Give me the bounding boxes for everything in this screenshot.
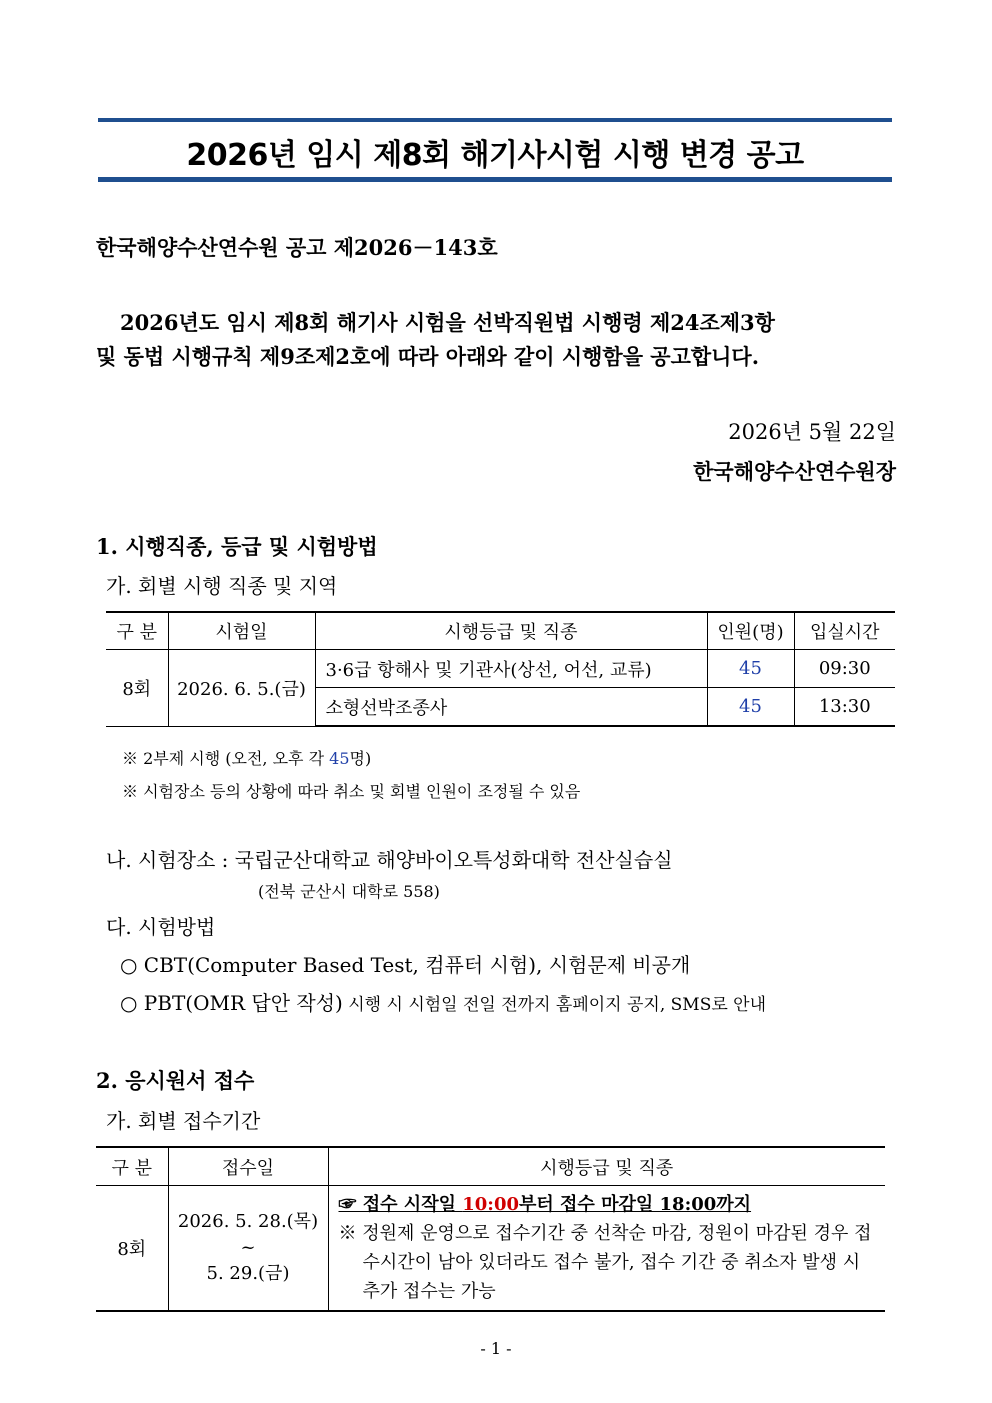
intro-line-1: 2026년도 임시 제8회 해기사 시험을 선박직원법 시행령 제24조제3항: [120, 310, 775, 335]
receipt-hours-end: 부터 접수 마감일 18:00까지: [519, 1194, 752, 1215]
method-cbt: ○ CBT(Computer Based Test, 컴퓨터 시험), 시험문제 비공개: [120, 953, 691, 977]
exam-date-cell: 2026. 6. 5.(금): [168, 650, 315, 727]
receipt-start: 2026. 5. 28.(목): [177, 1211, 319, 1232]
header-cell: 접수일: [168, 1147, 328, 1186]
table-row: [96, 1186, 885, 1312]
exam-schedule-table: [106, 611, 895, 727]
round-cell: 8회: [96, 1186, 168, 1312]
grade-cell: 3·6급 항해사 및 기관사(상선, 어선, 교류): [315, 650, 707, 688]
note-two-session-text: ※ 2부제 시행 (오전, 오후 각: [122, 749, 330, 768]
time-cell: 13:30: [794, 688, 895, 727]
note-two-session: [122, 746, 371, 769]
intro-paragraph: [96, 306, 896, 374]
exam-method-label: 다. 시험방법: [106, 915, 216, 939]
time-cell: 09:30: [794, 650, 895, 688]
round-cell: 8회: [106, 650, 168, 727]
header-cell: 시행등급 및 직종: [315, 612, 707, 650]
header-cell: 인원(명): [707, 612, 794, 650]
receipt-start-time: 10:00: [462, 1194, 519, 1215]
method-pbt-main: ○ PBT(OMR 답안 작성): [120, 991, 343, 1015]
issuer-name: 한국해양수산연수원장: [693, 459, 896, 484]
title-banner: [98, 118, 892, 182]
grade-cell: 소형선박조종사: [315, 688, 707, 727]
intro-line-2: 및 동법 시행규칙 제9조제2호에 따라 아래와 같이 시행함을 공고합니다.: [96, 344, 760, 369]
table-row: [106, 650, 895, 688]
receipt-end: 5. 29.(금): [206, 1263, 290, 1284]
method-pbt: [120, 987, 766, 1016]
title-top-rule: [98, 118, 892, 122]
page-number: - 1 -: [480, 1339, 512, 1358]
exam-address: (전북 군산시 대학로 558): [258, 882, 440, 901]
note-two-session-count: 45: [329, 749, 350, 768]
count-cell: 45: [707, 688, 794, 727]
notice-number: 한국해양수산연수원 공고 제2026－143호: [96, 235, 498, 260]
application-period-table: [96, 1146, 885, 1312]
header-cell: 시행등급 및 직종: [328, 1147, 885, 1186]
table-header-row: [96, 1147, 885, 1186]
count-cell: 45: [707, 650, 794, 688]
receipt-detail-cell: [328, 1186, 885, 1312]
receipt-hours: [339, 1190, 878, 1219]
receipt-hours-start: ☞ 접수 시작일: [338, 1194, 463, 1215]
title-bottom-rule: [98, 177, 892, 182]
section-2-sub-a: 가. 회별 접수기간: [106, 1109, 261, 1133]
section-1-sub-a: 가. 회별 시행 직종 및 지역: [106, 574, 338, 598]
table-header-row: [106, 612, 895, 650]
note-adjustment: ※ 시험장소 등의 상황에 따라 취소 및 회별 인원이 조정될 수 있음: [122, 782, 581, 801]
section-1-heading: 1. 시행직종, 등급 및 시험방법: [96, 534, 378, 559]
receipt-separator: ~: [240, 1237, 256, 1258]
header-cell: 시험일: [168, 612, 315, 650]
exam-location: 나. 시험장소 : 국립군산대학교 해양바이오특성화대학 전산실습실: [106, 848, 673, 872]
header-cell: 구 분: [96, 1147, 168, 1186]
page-title: 2026년 임시 제8회 해기사시험 시행 변경 공고: [186, 138, 804, 173]
receipt-note: ※ 정원제 운영으로 접수기간 중 선착순 마감, 정원이 마감된 경우 접수시간이 남아 있더라도 접수 불가, 접수 기간 중 취소자 발생 시 추가 접수는 가능: [338, 1223, 872, 1302]
header-cell: 구 분: [106, 612, 168, 650]
method-pbt-detail: 시행 시 시험일 전일 전까지 홈페이지 공지, SMS로 안내: [342, 995, 767, 1015]
header-cell: 입실시간: [794, 612, 895, 650]
receipt-date-cell: [168, 1186, 328, 1312]
notice-date: 2026년 5월 22일: [728, 420, 896, 444]
section-2-heading: 2. 응시원서 접수: [96, 1068, 255, 1093]
note-two-session-end: 명): [349, 749, 372, 768]
